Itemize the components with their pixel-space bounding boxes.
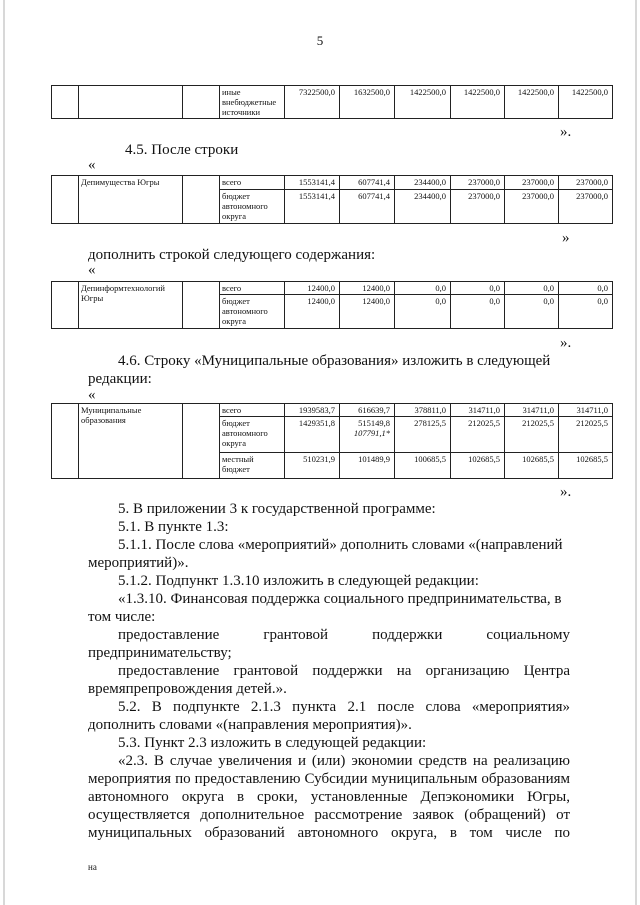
- value-cell: 237000,0: [451, 176, 505, 190]
- value-cell: 1422500,0: [559, 86, 613, 119]
- footer-mark: на: [88, 862, 97, 872]
- page-edge-left: [3, 0, 5, 905]
- close-quote-3: ».: [560, 335, 572, 351]
- body-line: муниципальных образований автономного округа, в том числе по: [88, 825, 570, 841]
- body-line: «1.3.10. Финансовая поддержка социального предпринимательства, в: [118, 591, 562, 607]
- value-cell: 12400,0: [340, 282, 395, 295]
- value-cell: 607741,4: [340, 190, 395, 224]
- body-line: «2.3. В случае увеличения и (или) экономии средств на реализацию: [118, 753, 570, 769]
- value-cell: 1429351,8: [285, 417, 340, 453]
- value-cell: 237000,0: [559, 176, 613, 190]
- page-edge-right: [635, 0, 637, 905]
- table-row: [52, 404, 613, 417]
- table-other-sources: [51, 85, 613, 119]
- value-cell: 100685,5: [395, 453, 451, 479]
- close-quote-1: ».: [560, 124, 572, 140]
- close-quote-2: »: [562, 230, 570, 246]
- row-label: бюджет автономного округа: [220, 295, 285, 329]
- row-label: всего: [220, 176, 285, 190]
- value-cell: 0,0: [505, 295, 559, 329]
- value-cell: 607741,4: [340, 176, 395, 190]
- paragraph-4-6-line-1: 4.6. Строку «Муниципальные образования» изложить в следующей: [118, 353, 551, 369]
- value-cell: 212025,5: [505, 417, 559, 453]
- add-row-line: дополнить строкой следующего содержания:: [88, 247, 376, 263]
- value-cell: 212025,5: [559, 417, 613, 453]
- body-line: предоставление грантовой поддержки на организацию Центра: [118, 663, 570, 679]
- table-depimushchestva: [51, 175, 613, 224]
- value-cell: 1939583,7: [285, 404, 340, 417]
- value-cell: 0,0: [559, 282, 613, 295]
- open-quote-1: «: [88, 157, 96, 173]
- value-cell: 237000,0: [559, 190, 613, 224]
- row-label: иные внебюджетные источники: [220, 86, 285, 119]
- table-row: [52, 86, 613, 119]
- value-cell: 237000,0: [505, 176, 559, 190]
- table-cell: [52, 176, 79, 224]
- paragraph-4-6-line-2: редакции:: [88, 371, 152, 387]
- open-quote-2: «: [88, 262, 96, 278]
- value-cell: 314711,0: [505, 404, 559, 417]
- value-cell: 510231,9: [285, 453, 340, 479]
- table-cell: [79, 86, 183, 119]
- value-cell: 0,0: [395, 295, 451, 329]
- table-cell: [52, 404, 79, 479]
- heading-4-5: 4.5. После строки: [125, 142, 239, 158]
- value-cell: 616639,7: [340, 404, 395, 417]
- value-cell: 101489,9: [340, 453, 395, 479]
- body-line: 5. В приложении 3 к государственной программе:: [118, 501, 436, 517]
- value-cell: 12400,0: [285, 295, 340, 329]
- table-depinformtekhnologiy: [51, 281, 613, 329]
- row-label: бюджет автономного округа: [220, 190, 285, 224]
- body-line: осуществляется дополнительное рассмотрение заявок (обращений) от: [88, 807, 570, 823]
- body-line: том числе:: [88, 609, 156, 625]
- open-quote-3: «: [88, 387, 96, 403]
- executor-name: Муниципальные образования: [79, 404, 183, 479]
- table-cell: [183, 282, 220, 329]
- row-label: бюджет автономного округа: [220, 417, 285, 453]
- value-cell: 314711,0: [559, 404, 613, 417]
- value-cell: 0,0: [451, 282, 505, 295]
- value-cell: 102685,5: [451, 453, 505, 479]
- executor-name: Депимущества Югры: [79, 176, 183, 224]
- value-cell: 1553141,4: [285, 190, 340, 224]
- value-cell: 1632500,0: [340, 86, 395, 119]
- table-municipal: [51, 403, 613, 479]
- body-line: мероприятия по предоставлению Субсидии муниципальным образованиям: [88, 771, 570, 787]
- table-cell: [183, 176, 220, 224]
- value-cell: 1422500,0: [395, 86, 451, 119]
- table-cell: [183, 404, 220, 479]
- close-quote-4: ».: [560, 484, 572, 500]
- value-cell: 212025,5: [451, 417, 505, 453]
- table-row: [52, 176, 613, 190]
- value-cell: 102685,5: [505, 453, 559, 479]
- value-cell: 0,0: [505, 282, 559, 295]
- value-cell: 1422500,0: [505, 86, 559, 119]
- body-line: дополнить словами «(направления мероприятия)».: [88, 717, 412, 733]
- table-row: [52, 282, 613, 295]
- value-cell: 1553141,4: [285, 176, 340, 190]
- row-label: всего: [220, 282, 285, 295]
- body-line: предпринимательству;: [88, 645, 232, 661]
- value-cell: 237000,0: [505, 190, 559, 224]
- table-cell: [183, 86, 220, 119]
- value-cell: 234400,0: [395, 190, 451, 224]
- value-text: 515149,8: [358, 418, 390, 428]
- body-line: 5.2. В подпункте 2.1.3 пункта 2.1 после слова «мероприятия»: [118, 699, 570, 715]
- value-cell: 278125,5: [395, 417, 451, 453]
- row-label: всего: [220, 404, 285, 417]
- table-cell: [52, 86, 79, 119]
- body-line: предоставление грантовой поддержки социальному: [118, 627, 570, 643]
- value-cell: 0,0: [559, 295, 613, 329]
- body-line: мероприятий)».: [88, 555, 189, 571]
- value-cell: 12400,0: [285, 282, 340, 295]
- row-label: местный бюджет: [220, 453, 285, 479]
- value-cell: [340, 417, 395, 453]
- page-number: 5: [316, 33, 324, 48]
- value-cell: 234400,0: [395, 176, 451, 190]
- table-cell: [52, 282, 79, 329]
- body-line: 5.1.1. После слова «мероприятий» дополнить словами «(направлений: [118, 537, 563, 553]
- footnote-value: 107791,1*: [353, 428, 390, 438]
- body-line: времяпрепровождения детей.».: [88, 681, 287, 697]
- value-cell: 378811,0: [395, 404, 451, 417]
- body-line: 5.1.2. Подпункт 1.3.10 изложить в следующей редакции:: [118, 573, 479, 589]
- value-cell: 7322500,0: [285, 86, 340, 119]
- value-cell: 0,0: [451, 295, 505, 329]
- body-line: автономного округа в сроки, установленные Депэкономики Югры,: [88, 789, 570, 805]
- body-line: 5.1. В пункте 1.3:: [118, 519, 229, 535]
- value-cell: 0,0: [395, 282, 451, 295]
- body-line: 5.3. Пункт 2.3 изложить в следующей редакции:: [118, 735, 427, 751]
- value-cell: 314711,0: [451, 404, 505, 417]
- executor-name: Депинформтехнологий Югры: [79, 282, 183, 329]
- value-cell: 237000,0: [451, 190, 505, 224]
- value-cell: 12400,0: [340, 295, 395, 329]
- value-cell: 1422500,0: [451, 86, 505, 119]
- value-cell: 102685,5: [559, 453, 613, 479]
